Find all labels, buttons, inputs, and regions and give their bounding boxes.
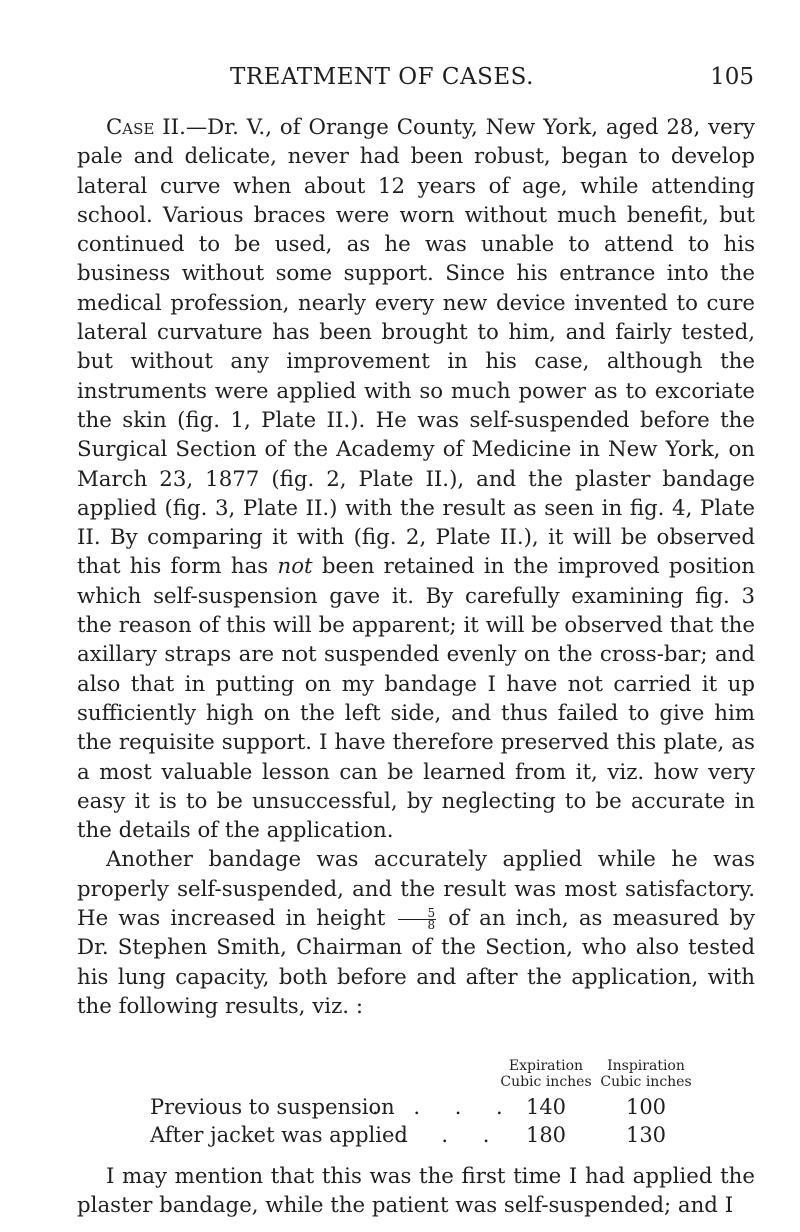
lung-capacity-table bbox=[150, 1058, 750, 1156]
fraction-five-eighths bbox=[398, 908, 437, 931]
emphasis-not: not bbox=[277, 554, 313, 580]
dot-leader: . . . bbox=[400, 1123, 504, 1147]
paragraph-1-text-after: been retained in the improved position which self-suspension gave it. By carefully examining fig. 3 the reason of this will be apparent; it will be observed that the axillary straps are not suspended evenly on the cross-bar; and also that in putting on my bandage I have not carried it up sufficiently high on the left side, and thus failed to give him the requisite support. I have therefore preserved this plate, as a most valuable lesson can be learned from it, viz. how very easy it is to be unsuccessful, by neglecting to be accurate in the details of the application. bbox=[77, 554, 755, 844]
table-row bbox=[150, 1094, 750, 1120]
column-header-expiration bbox=[496, 1058, 596, 1090]
case-label: Case II. bbox=[106, 115, 186, 140]
page-number: 105 bbox=[710, 64, 754, 90]
paragraph-2-text-after: of an inch, as measured by Dr. Stephen Smith, Chairman of the Section, who also tested his lung capacity, both before and after the application, with the following results, viz. : bbox=[77, 906, 755, 1019]
paragraph-second-bandage bbox=[77, 845, 755, 1021]
closing-text bbox=[77, 1162, 755, 1221]
paragraph-2-text: Another bandage was accurately applied while he was properly self-suspended, and the result was most satisfactory. He was increased in height bbox=[77, 847, 755, 932]
inspiration-value: 100 bbox=[625, 1095, 667, 1119]
column-header-unit: Cubic inches bbox=[600, 1074, 692, 1090]
paragraph-case-ii bbox=[77, 113, 755, 845]
fraction-denominator: 8 bbox=[427, 918, 436, 933]
column-header-unit: Cubic inches bbox=[500, 1074, 592, 1090]
dot-leader: . . . . bbox=[372, 1095, 517, 1119]
inspiration-value: 130 bbox=[625, 1123, 667, 1147]
expiration-value: 140 bbox=[525, 1095, 567, 1119]
running-title: TREATMENT OF CASES. bbox=[230, 64, 534, 90]
row-label: After jacket was applied bbox=[150, 1123, 408, 1147]
column-header-title: Inspiration bbox=[607, 1058, 685, 1074]
main-text bbox=[77, 113, 755, 1021]
column-header-inspiration bbox=[596, 1058, 696, 1090]
table-row bbox=[150, 1122, 750, 1148]
paragraph-1-text: —Dr. V., of Orange County, New York, aged 28, very pale and delicate, never had been robust, began to develop lateral curve when about 12 years of age, while attending school. Various braces were worn without much benefit, but continued to be used, as he was unable to attend to his business without some support. Since his entrance into the medical profession, nearly every new device invented to cure lateral curvature has been brought to him, and fairly tested, but without any improvement in his case, although the instruments were applied with so much power as to excoriate the skin (fig. 1, Plate II.). He was self-suspended before the Surgical Section of the Academy of Medicine in New York, on March 23, 1877 (fig. 2, Plate II.), and the plaster bandage applied (fig. 3, Plate II.) with the result as seen in fig. 4, Plate II. By comparing it with (fig. 2, Plate II.), it will be observed that his form has bbox=[77, 115, 755, 580]
column-header-title: Expiration bbox=[508, 1058, 584, 1074]
expiration-value: 180 bbox=[525, 1123, 567, 1147]
row-label: Previous to suspension bbox=[150, 1095, 395, 1119]
page-header bbox=[120, 64, 754, 98]
paragraph-first-time: I may mention that this was the first time I had applied the plaster bandage, while the patient was self-suspended; and I bbox=[77, 1164, 755, 1219]
fraction-numerator: 5 bbox=[398, 908, 437, 920]
